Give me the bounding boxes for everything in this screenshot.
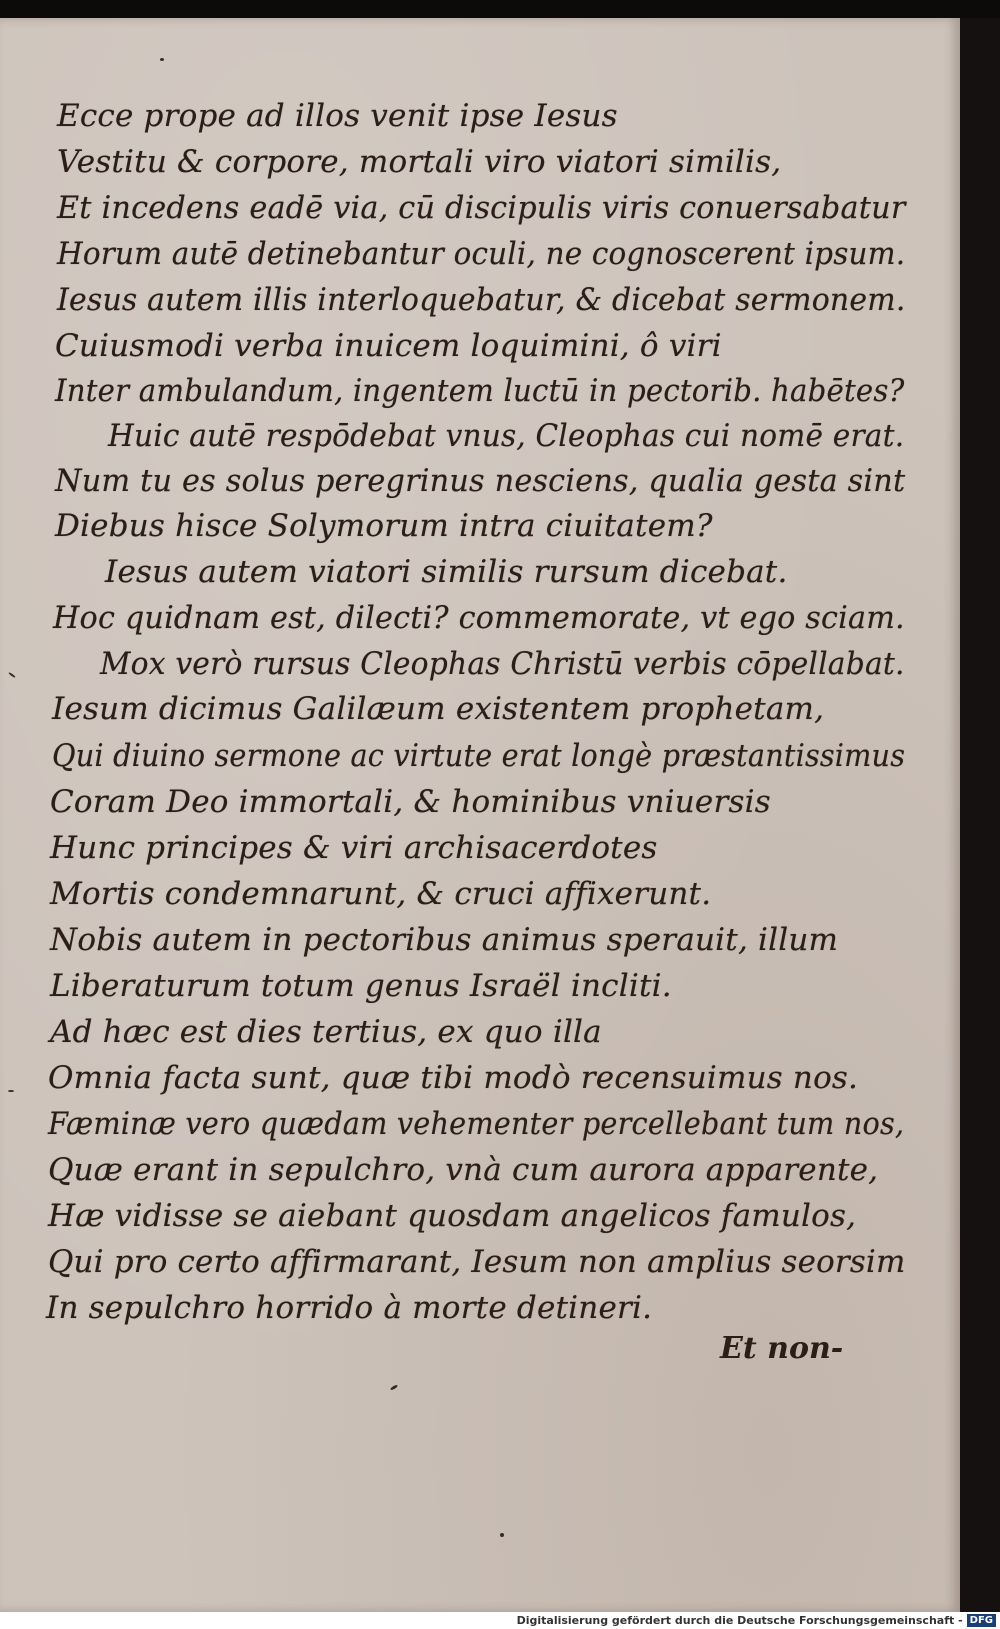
ink-speck (8, 1090, 14, 1092)
text-line: Horum autē detinebantur oculi, ne cognoscerent ipsum. (57, 236, 906, 272)
text-line: Vestitu & corpore, mortali viro viatori similis, (57, 144, 782, 180)
ink-speck (500, 1533, 504, 1537)
text-line: Cuiusmodi verba inuicem loquimini, ô viri (55, 328, 722, 364)
text-line: Num tu es solus peregrinus nesciens, qualia gesta sint (55, 463, 906, 499)
text-line: Qui pro certo affirmarant, Iesum non amplius seorsim (48, 1244, 906, 1280)
text-line: Mortis condemnarunt, & cruci affixerunt. (50, 876, 712, 912)
text-line: Inter ambulandum, ingentem luctū in pectorib. habētes? (55, 373, 905, 409)
text-line: Nobis autem in pectoribus animus sperauit, illum (50, 922, 839, 958)
text-line: Iesum dicimus Galilæum existentem prophetam, (52, 691, 825, 727)
text-line: Huic autē respōdebat vnus, Cleophas cui nomē erat. (108, 418, 905, 454)
text-line: Iesus autem viatori similis rursum dicebat. (105, 554, 788, 590)
text-line: Diebus hisce Solymorum intra ciuitatem? (55, 508, 713, 544)
funding-credit: Digitalisierung gefördert durch die Deutsche Forschungsgemeinschaft - (516, 1614, 963, 1627)
text-line: Quæ erant in sepulchro, vnà cum aurora apparente, (48, 1152, 879, 1188)
text-line: Hoc quidnam est, dilecti? commemorate, vt ego sciam. (53, 600, 905, 636)
footer-bar (0, 1612, 1000, 1629)
text-line: Mox verò rursus Cleophas Christū verbis cōpellabat. (100, 646, 905, 682)
text-line: Et incedens eadē via, cū discipulis viris conuersabatur (57, 190, 906, 226)
text-line: Ecce prope ad illos venit ipse Iesus (57, 98, 618, 134)
text-line: Hunc principes & viri archisacerdotes (50, 830, 658, 866)
catchword: Et non- (720, 1331, 844, 1366)
text-line: Hæ vidisse se aiebant quosdam angelicos famulos, (48, 1198, 857, 1234)
book-page (0, 18, 960, 1612)
text-line: Iesus autem illis interloquebatur, & dicebat sermonem. (57, 282, 906, 318)
page-edge-shadow (960, 18, 1000, 1612)
text-line: In sepulchro horrido à morte detineri. (46, 1290, 653, 1326)
ink-speck (160, 58, 164, 61)
dfg-logo: DFG (967, 1614, 996, 1627)
text-line: Omnia facta sunt, quæ tibi modò recensuimus nos. (48, 1060, 859, 1096)
text-line: Fæminæ vero quædam vehementer percellebant tum nos, (48, 1106, 905, 1142)
text-line: Ad hæc est dies tertius, ex quo illa (50, 1014, 602, 1050)
page-text (0, 18, 960, 1612)
text-line: Liberaturum totum genus Israël incliti. (50, 968, 672, 1004)
text-line: Coram Deo immortali, & hominibus vniuersis (50, 784, 771, 820)
text-line: Qui diuino sermone ac virtute erat longè præstantissimus (52, 738, 906, 774)
